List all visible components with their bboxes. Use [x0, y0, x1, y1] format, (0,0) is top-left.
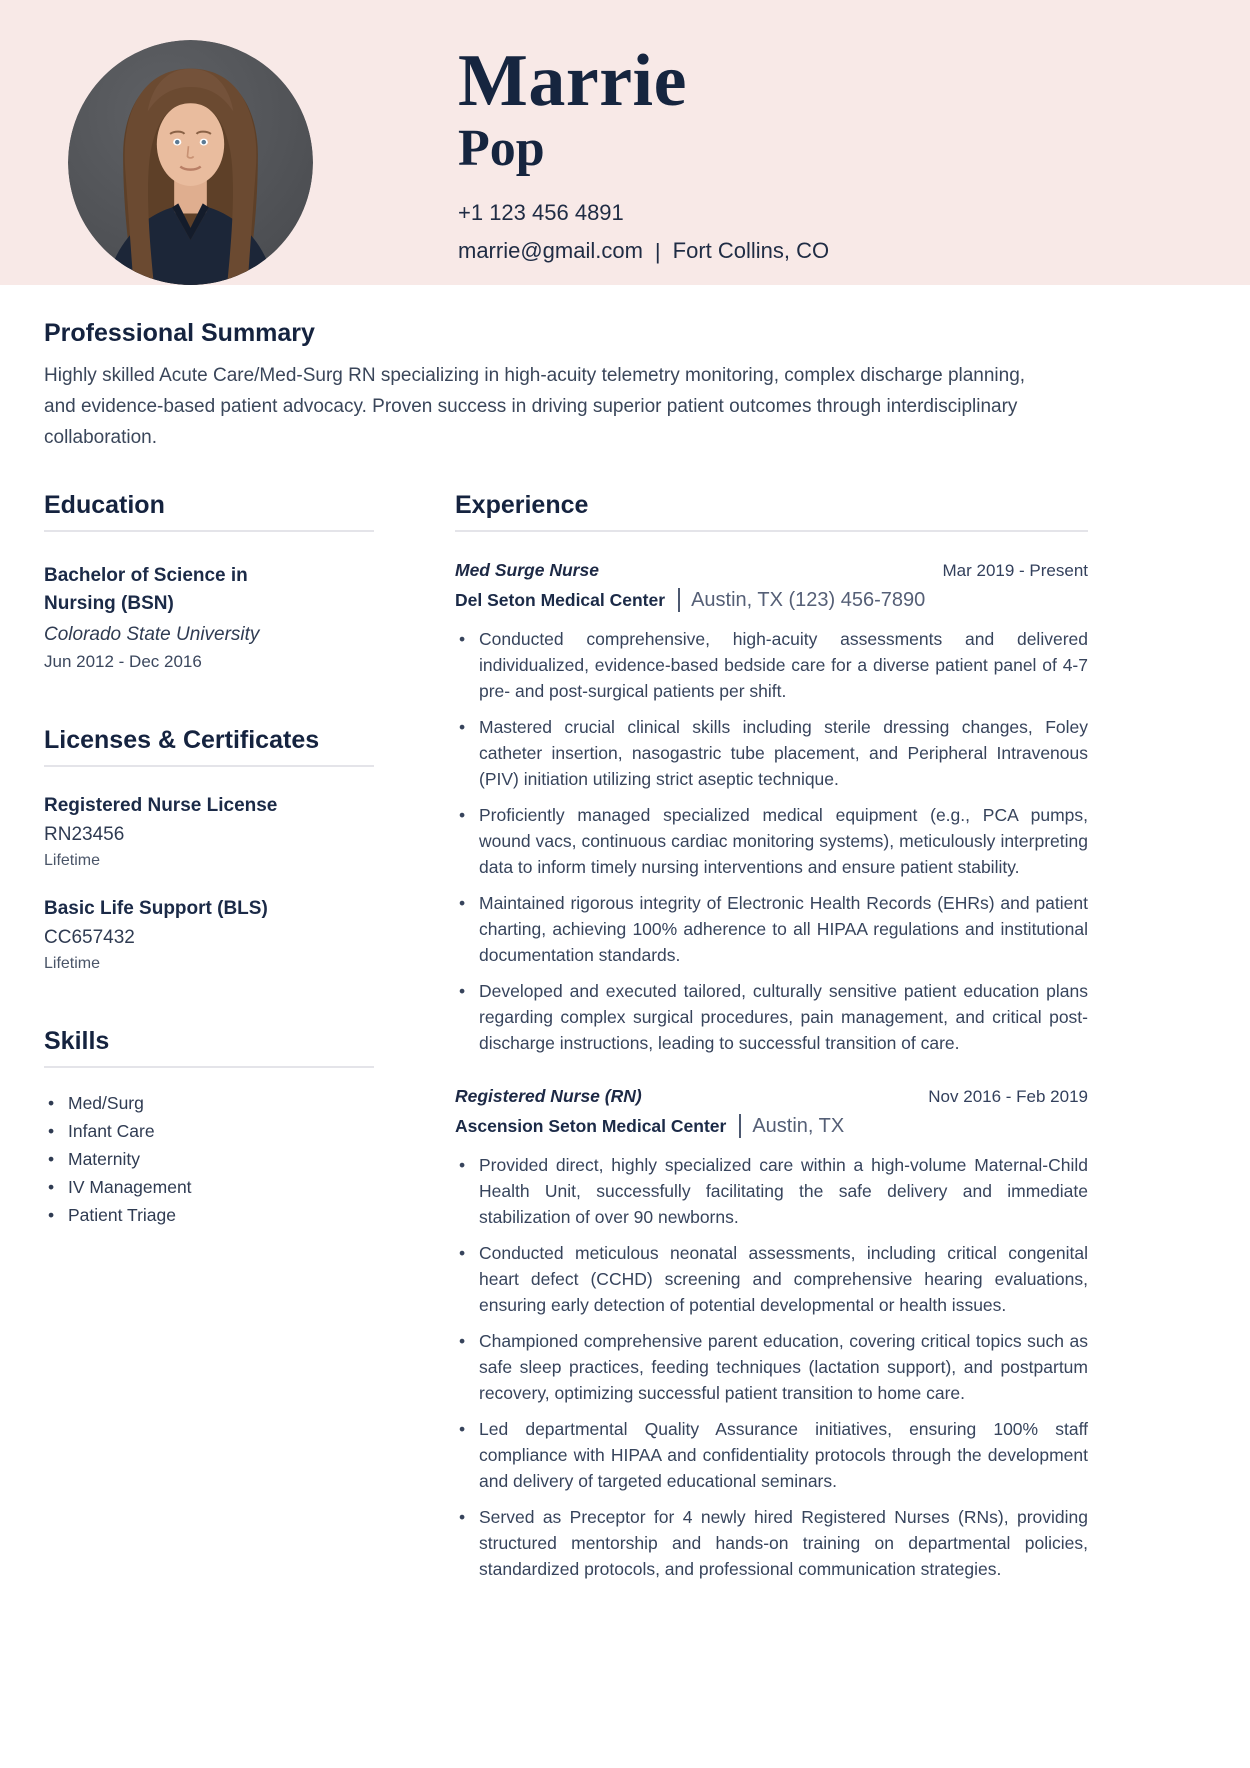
education-rule	[44, 530, 374, 532]
job-location: Austin, TX	[752, 1114, 845, 1137]
job-bullet: • Provided direct, highly specialized care within a high-volume Maternal-Child Health Unit, successfully facilitating the safe delivery and immediate stabilization of over 90 newborns.	[455, 1152, 1088, 1230]
skill-item: • Med/Surg	[44, 1094, 374, 1112]
resume-header	[0, 0, 1250, 285]
first-name: Marrie	[458, 40, 687, 122]
job-bullet: • Mastered crucial clinical skills including sterile dressing changes, Foley catheter insertion, nasogastric tube placement, and Peripheral Intravenous (PIV) initiation utilizing strict aseptic technique.	[455, 714, 1088, 792]
profile-photo-illustration	[68, 40, 313, 285]
skills-rule	[44, 1066, 374, 1068]
right-column	[455, 491, 1088, 1582]
skill-item: • Patient Triage	[44, 1206, 374, 1224]
licenses-title: Licenses & Certificates	[44, 726, 320, 754]
phone: +1 123 456 4891	[458, 200, 624, 226]
summary-text: Highly skilled Acute Care/Med-Surg RN specializing in high-acuity telemetry monitoring, complex discharge planning, and evidence-based patient advocacy. Proven success in driving superior patient outcomes through interdisciplinary collaboration.	[44, 365, 1026, 448]
education-dates: Jun 2012 - Dec 2016	[44, 652, 202, 671]
profile-photo	[68, 40, 313, 285]
skills-title: Skills	[44, 1027, 110, 1055]
job-bullet: • Championed comprehensive parent education, covering critical topics such as safe sleep practices, feeding techniques (lactation support), and postpartum recovery, optimizing successful patient transition to home care.	[455, 1328, 1088, 1406]
license-item	[44, 795, 374, 870]
job-role: Registered Nurse (RN)	[455, 1086, 642, 1106]
skills-list	[44, 1094, 374, 1224]
education-item	[44, 562, 374, 672]
school: Colorado State University	[44, 624, 260, 645]
job-bullet: • Conducted comprehensive, high-acuity assessments and delivered individualized, evidence-based bedside care for a diverse patient panel of 4-7 pre- and post-surgical patients per shift.	[455, 626, 1088, 704]
divider-bar	[678, 588, 680, 612]
license-validity: Lifetime	[44, 852, 101, 869]
job-bullet: • Conducted meticulous neonatal assessments, including critical congenital heart defect (CCHD) screening and comprehensive hearing evaluations, ensuring early detection of potential developmental or health issues.	[455, 1240, 1088, 1318]
skills-section	[44, 1027, 374, 1224]
left-column	[44, 491, 374, 1582]
job-location: Austin, TX (123) 456-7890	[691, 588, 926, 611]
education-title: Education	[44, 491, 165, 519]
job-bullets	[455, 626, 1088, 1056]
education-section	[44, 491, 374, 672]
experience-rule	[455, 530, 1088, 532]
degree: Bachelor of Science in Nursing (BSN)	[44, 565, 248, 614]
job-dates: Nov 2016 - Feb 2019	[928, 1087, 1088, 1106]
licenses-section	[44, 726, 374, 973]
location: Fort Collins, CO	[672, 237, 830, 263]
contact-line	[458, 233, 829, 268]
job-entry	[455, 1086, 1088, 1582]
skill-item: • Infant Care	[44, 1122, 374, 1140]
job-bullets	[455, 1152, 1088, 1582]
license-validity: Lifetime	[44, 955, 101, 972]
job-company: Ascension Seton Medical Center	[455, 1115, 727, 1136]
job-bullet: • Maintained rigorous integrity of Electronic Health Records (EHRs) and patient charting, achieving 100% adherence to all HIPAA regulations and institutional documentation standards.	[455, 890, 1088, 968]
skill-item: • IV Management	[44, 1178, 374, 1196]
job-company: Del Seton Medical Center	[455, 589, 666, 610]
last-name: Pop	[458, 120, 545, 178]
job-entry	[455, 560, 1088, 1056]
experience-section	[455, 491, 1088, 1582]
license-name: Registered Nurse License	[44, 795, 278, 816]
job-bullet: • Served as Preceptor for 4 newly hired Registered Nurses (RNs), providing structured mentorship and hands-on training on departmental policies, standardized protocols, and professional communication strategies.	[455, 1504, 1088, 1582]
license-number: CC657432	[44, 927, 135, 948]
skill-item: • Maternity	[44, 1150, 374, 1168]
job-bullet: • Developed and executed tailored, culturally sensitive patient education plans regarding complex surgical procedures, pain management, and critical post-discharge instructions, leading to successful transition of care.	[455, 978, 1088, 1056]
job-role: Med Surge Nurse	[455, 560, 599, 580]
license-number: RN23456	[44, 824, 125, 845]
experience-title: Experience	[455, 491, 589, 519]
email: marrie@gmail.com	[458, 237, 643, 263]
divider-bar	[739, 1114, 741, 1138]
job-bullet: • Led departmental Quality Assurance initiatives, ensuring 100% staff compliance with HIPAA and confidentiality protocols through the development and delivery of targeted educational seminars.	[455, 1416, 1088, 1494]
summary-title: Professional Summary	[44, 319, 315, 347]
job-bullet: • Proficiently managed specialized medical equipment (e.g., PCA pumps, wound vacs, continuous cardiac monitoring systems), meticulously interpreting data to inform timely nursing interventions and ensure patient stability.	[455, 802, 1088, 880]
licenses-rule	[44, 765, 374, 767]
resume-body	[0, 285, 1250, 1582]
job-dates: Mar 2019 - Present	[942, 561, 1088, 580]
contact-separator: |	[654, 238, 661, 264]
license-name: Basic Life Support (BLS)	[44, 898, 268, 919]
license-item	[44, 898, 374, 973]
